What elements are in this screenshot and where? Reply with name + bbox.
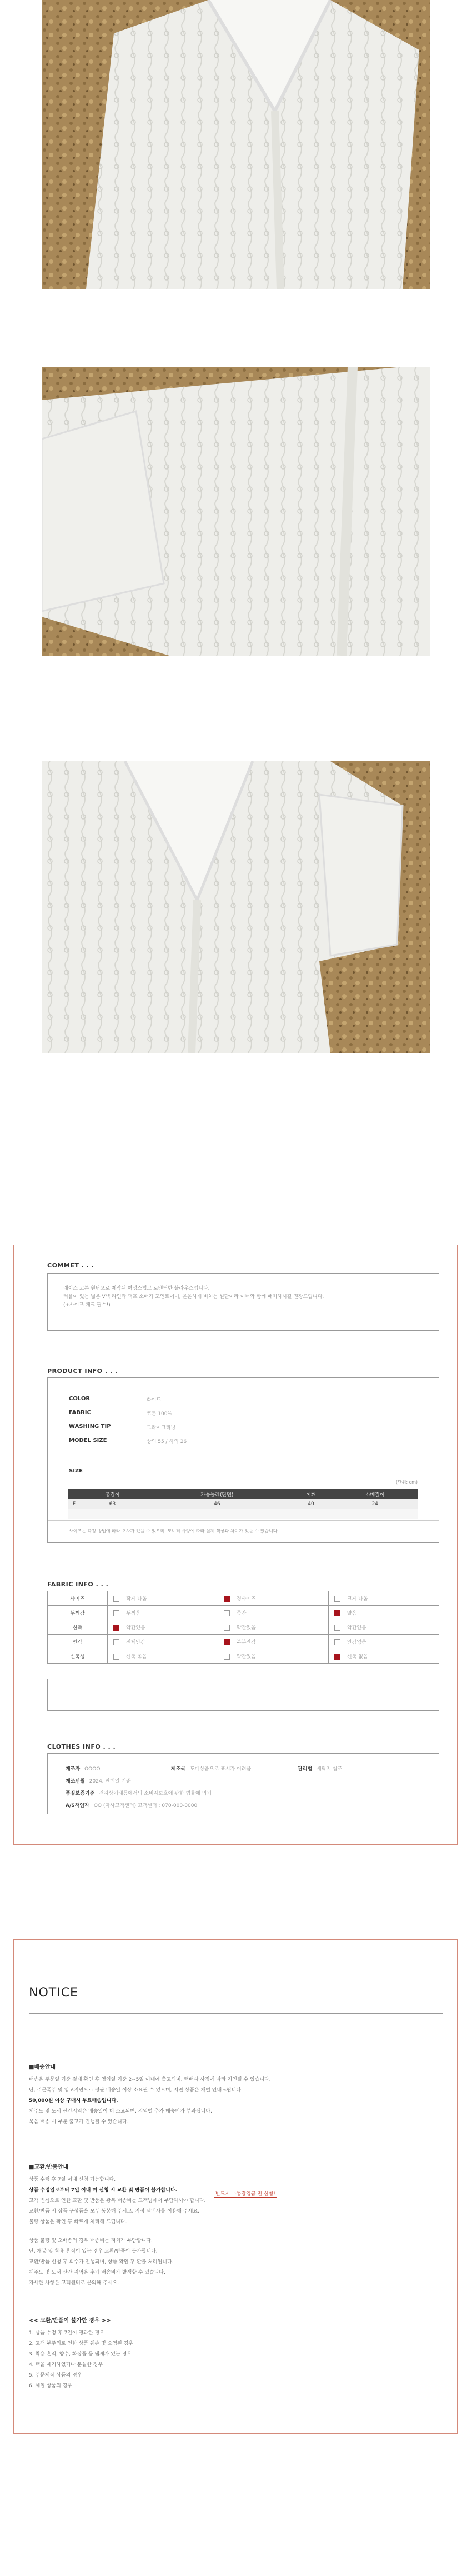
- size-cell: 24: [332, 1499, 418, 1509]
- fabric-info-title: FABRIC INFO . . .: [47, 1581, 109, 1588]
- ci-value: 2024. 판매일 기준: [89, 1779, 131, 1784]
- comment-box: [47, 1273, 439, 1331]
- pi-value-fabric: 코튼 100%: [147, 1411, 172, 1417]
- size-cell: 40: [290, 1499, 333, 1509]
- notice-line: 단, 주문폭주 및 입고지연으로 평균 배송일 이상 소요될 수 있으며, 지연 상품은 개별 안내드립니다.: [29, 2088, 243, 2093]
- ci-value: 전자상거래등에서의 소비자보호에 관한 법률에 의거: [99, 1791, 212, 1796]
- fabric-option-label: 안감없음: [347, 1640, 366, 1645]
- table-row: [48, 1635, 439, 1649]
- fabric-option: [218, 1606, 329, 1620]
- checked-box-icon: [334, 1610, 340, 1616]
- blouse-photo-icon: [42, 367, 430, 656]
- pi-label-fabric: FABRIC: [69, 1410, 91, 1416]
- unchecked-box-icon: [224, 1610, 230, 1616]
- delivery-head: ■배송안내: [29, 2064, 56, 2070]
- checked-box-icon: [224, 1596, 230, 1602]
- fabric-option-label: 두꺼움: [126, 1611, 141, 1616]
- size-unit: (단위: cm): [395, 1480, 418, 1485]
- product-info-title: PRODUCT INFO . . .: [47, 1367, 118, 1375]
- unchecked-box-icon: [113, 1610, 119, 1616]
- notice-line: 50,000원 이상 구매시 무료배송입니다.: [29, 2098, 118, 2104]
- pi-value-color: 화이트: [147, 1397, 162, 1403]
- notice-frame: [13, 1939, 458, 2434]
- unchecked-box-icon: [113, 1654, 119, 1660]
- size-label: SIZE: [69, 1468, 83, 1474]
- ci-value: OO (자사고객센터) 고객센터 : 070-000-0000: [93, 1803, 198, 1809]
- pi-label-washing: WASHING TIP: [69, 1424, 111, 1430]
- ci-key: 품질보증기준: [66, 1791, 95, 1796]
- fabric-row-label: 안감: [48, 1635, 108, 1649]
- size-header: 총길이: [81, 1489, 144, 1499]
- size-header: 소매길이: [332, 1489, 418, 1499]
- fabric-option-label: 크게 나옴: [347, 1596, 368, 1602]
- notice-line: 불량 상품은 확인 후 빠르게 처리해 드립니다.: [29, 2219, 127, 2225]
- ci-key: A/S책임자: [66, 1803, 89, 1809]
- fabric-option: [329, 1606, 439, 1620]
- unchecked-box-icon: [224, 1625, 230, 1631]
- fabric-option-label: 신축 좋음: [126, 1654, 147, 1660]
- fabric-row-label: 신축: [48, 1620, 108, 1635]
- fabric-option: [108, 1635, 218, 1649]
- size-note: 사이즈는 측정 방법에 따라 오차가 있을 수 있으며, 모니터 사양에 따라 실제 색상과 차이가 있을 수 있습니다.: [69, 1529, 279, 1534]
- checked-box-icon: [334, 1654, 340, 1660]
- fabric-grid: [47, 1591, 439, 1664]
- ci-key: 제조국: [171, 1766, 186, 1772]
- notice-line: 고객 변심으로 인한 교환 및 반품은 왕복 배송비를 고객님께서 부담하셔야 합니다.: [29, 2198, 206, 2204]
- notice-line: 상품 불량 및 오배송의 경우 배송비는 저희가 부담합니다.: [29, 2238, 153, 2244]
- notice-line: 제주도 및 도서 산간 지역은 추가 배송비가 발생할 수 있습니다.: [29, 2270, 165, 2275]
- notice-line: 배송은 주문일 기준 결제 확인 후 영업일 기준 2~5일 이내에 출고되며, 택배사 사정에 따라 지연될 수 있습니다.: [29, 2077, 271, 2083]
- notice-line: 2. 고객 부주의로 인한 상품 훼손 및 오염된 경우: [29, 2341, 133, 2347]
- fabric-option: [108, 1591, 218, 1606]
- fabric-option-label: 신축 없음: [347, 1654, 368, 1660]
- fabric-option: [108, 1620, 218, 1635]
- unchecked-box-icon: [334, 1639, 340, 1645]
- notice-line: 단, 개봉 및 착용 흔적이 있는 경우 교환/반품이 불가합니다.: [29, 2249, 158, 2254]
- notice-line: 자세한 사항은 고객센터로 문의해 주세요.: [29, 2280, 119, 2286]
- checked-box-icon: [113, 1625, 119, 1631]
- pi-value-model: 상의 55 / 하의 26: [147, 1439, 187, 1445]
- notice-line: 묶음 배송 시 부분 출고가 진행될 수 있습니다.: [29, 2119, 129, 2125]
- notice-line: 5. 주문제작 상품의 경우: [29, 2373, 82, 2378]
- size-cell: F: [68, 1499, 81, 1509]
- ci-value: 세탁지 참조: [317, 1766, 343, 1772]
- notice-line: 4. 택을 제거하였거나 분실한 경우: [29, 2362, 103, 2368]
- notice-line: 3. 착용 흔적, 향수, 화장품 등 냄새가 있는 경우: [29, 2352, 132, 2357]
- pi-value-washing: 드라이크리닝: [147, 1425, 176, 1431]
- fabric-option-label: 작게 나옴: [126, 1596, 147, 1602]
- unchecked-box-icon: [113, 1639, 119, 1645]
- notice-line: 1. 상품 수령 후 7일이 경과한 경우: [29, 2330, 104, 2336]
- size-cell: 63: [81, 1499, 144, 1509]
- fabric-option-label: 얇음: [347, 1611, 357, 1616]
- fabric-option: [108, 1606, 218, 1620]
- product-info-box: [47, 1377, 439, 1543]
- fabric-option-label: 약간없음: [347, 1625, 366, 1631]
- checked-box-icon: [224, 1639, 230, 1645]
- fabric-option: [108, 1649, 218, 1664]
- fabric-option-label: 약간있음: [126, 1625, 145, 1631]
- pi-label-model: MODEL SIZE: [69, 1437, 107, 1444]
- refuse-head: << 교환/반품이 불가한 경우 >>: [29, 2318, 111, 2324]
- unchecked-box-icon: [334, 1596, 340, 1602]
- comment-line: (+사이즈 체크 필수!): [63, 1302, 111, 1308]
- size-table: [68, 1489, 418, 1519]
- fabric-option: [218, 1649, 329, 1664]
- notice-divider: [29, 2013, 443, 2014]
- clothes-info-box: [47, 1753, 439, 1814]
- notice-line: 교환/반품 시 상품 구성품을 모두 동봉해 주시고, 지정 택배사를 이용해 주세요.: [29, 2209, 199, 2214]
- notice-title: NOTICE: [29, 1986, 78, 2000]
- size-header: 가슴둘레(단면): [144, 1489, 289, 1499]
- fabric-row-label: 두께감: [48, 1606, 108, 1620]
- size-header: 어깨: [290, 1489, 333, 1499]
- fabric-option-label: 전체안감: [126, 1640, 145, 1645]
- notice-line: 교환/반품 신청 후 회수가 진행되며, 상품 확인 후 환불 처리됩니다.: [29, 2259, 174, 2265]
- unchecked-box-icon: [224, 1654, 230, 1660]
- notice-line: 상품 수령 후 7일 이내 신청 가능합니다.: [29, 2177, 116, 2183]
- size-cell: 46: [144, 1499, 289, 1509]
- fabric-option: [329, 1620, 439, 1635]
- fabric-option-label: 약간있음: [237, 1625, 256, 1631]
- notice-line: 6. 세일 상품의 경우: [29, 2383, 73, 2389]
- fabric-option: [218, 1635, 329, 1649]
- photo-blouse-front: [42, 761, 430, 1053]
- pi-label-color: COLOR: [69, 1396, 91, 1402]
- fabric-option: [329, 1591, 439, 1606]
- photo-blouse-collar: [42, 0, 430, 289]
- comment-line: 러플이 있는 넓은 V넥 라인과 퍼프 소매가 포인트이며, 은은하게 비치는 원단이라 이너와 함께 매치하시길 권장드립니다.: [63, 1294, 324, 1300]
- ci-value: 도매상품으로 표시가 어려움: [190, 1766, 252, 1772]
- table-row: [48, 1606, 439, 1620]
- fabric-option-label: 부분안감: [237, 1640, 256, 1645]
- ci-value: OOOO: [84, 1766, 101, 1772]
- exchange-head: ■교환/반품안내: [29, 2164, 69, 2170]
- size-header: [68, 1489, 81, 1499]
- fabric-option: [329, 1635, 439, 1649]
- ci-key: 제조년월: [66, 1779, 85, 1784]
- fabric-option-label: 약간있음: [237, 1654, 256, 1660]
- fabric-empty-row: [47, 1679, 439, 1711]
- unchecked-box-icon: [334, 1625, 340, 1631]
- comment-title: COMMET . . .: [47, 1262, 94, 1269]
- ci-key: 관리법: [298, 1766, 313, 1772]
- blouse-photo-icon: [42, 0, 430, 289]
- fabric-row-label: 신축성: [48, 1649, 108, 1664]
- fabric-option-label: 중간: [237, 1611, 247, 1616]
- table-row: [48, 1620, 439, 1635]
- ci-key: 제조자: [66, 1766, 81, 1772]
- notice-line: 상품 수령일로부터 7일 이내 미 신청 시 교환 및 반품이 불가합니다.: [29, 2188, 178, 2193]
- comment-line: 레이스 코튼 원단으로 제작된 여성스럽고 로맨틱한 블라우스입니다.: [63, 1286, 210, 1291]
- fabric-row-label: 사이즈: [48, 1591, 108, 1606]
- unchecked-box-icon: [113, 1596, 119, 1602]
- fabric-option: [218, 1591, 329, 1606]
- fabric-option: [218, 1620, 329, 1635]
- clothes-info-title: CLOTHES INFO . . .: [47, 1743, 116, 1750]
- table-row: [68, 1499, 418, 1509]
- exchange-highlight: 반드시 무통장입금 전 신청!: [214, 2191, 277, 2198]
- blouse-photo-icon: [42, 761, 430, 1053]
- fabric-option: [329, 1649, 439, 1664]
- photo-blouse-sleeve: [42, 367, 430, 656]
- table-row: [48, 1591, 439, 1606]
- notice-line: 제주도 및 도서 산간지역은 배송일이 더 소요되며, 지역별 추가 배송비가 부과됩니다.: [29, 2109, 212, 2114]
- fabric-option-label: 정사이즈: [237, 1596, 256, 1602]
- table-row: [48, 1649, 439, 1664]
- product-info-frame: [13, 1245, 458, 1845]
